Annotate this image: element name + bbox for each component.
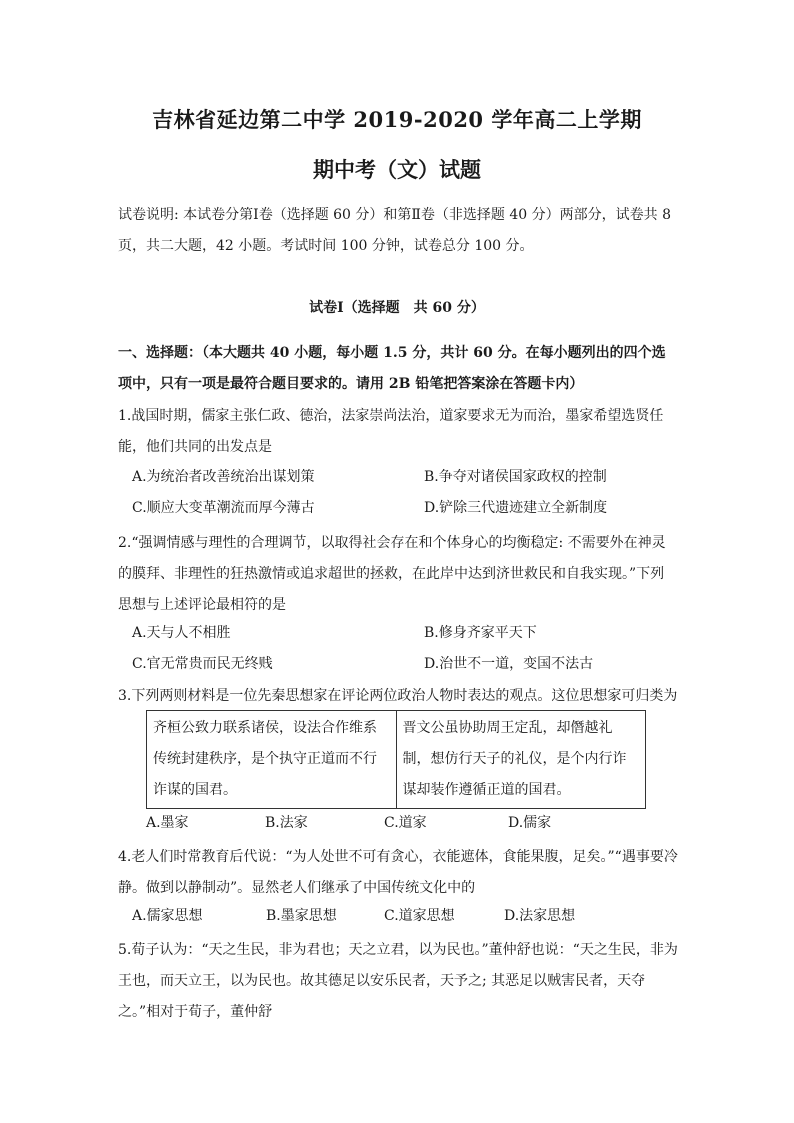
- question-4-options-row: [132, 905, 692, 927]
- question-5-stem: 5.荀子认为：“天之生民，非为君也；天之立君，以为民也。”董仲舒也说：“天之生民，非为王也，而天立王，以为民也。故其德足以安乐民者，天予之; 其恶足以贼害民者，天夺之。”相对于荀子，董仲舒: [118, 942, 678, 1020]
- question-1-stem: 1.战国时期，儒家主张仁政、德治，法家崇尚法治，道家要求无为而治，墨家希望选贤任能，他们共同的出发点是: [118, 408, 664, 455]
- question-1-option-c[interactable]: C.顺应大变革潮流而厚今薄古: [132, 500, 315, 516]
- question-2-stem: 2.“强调情感与理性的合理调节，以取得社会存在和个体身心的均衡稳定: 不需要外在神灵的膜拜、非理性的狂热激情或追求超世的拯救，在此岸中达到济世救民和自我实现。”下列思想与上述评论最相符的是: [118, 535, 666, 613]
- question-3-material-row: [147, 711, 646, 809]
- question-4-option-d[interactable]: D.法家思想: [504, 908, 576, 924]
- question-1-option-a[interactable]: A.为统治者改善统治出谋划策: [132, 469, 315, 485]
- question-2-option-a[interactable]: A.天与人不相胜: [132, 625, 231, 641]
- question-3-options-row: [146, 812, 706, 834]
- exam-instructions: 试卷说明: 本试卷分第Ⅰ卷（选择题 60 分）和第Ⅱ卷（非选择题 40 分）两部分，试卷共 8 页，共二大题，42 小题。考试时间 100 分钟，试卷总分 100 分。: [118, 207, 671, 254]
- question-1-options-row-1: [132, 466, 692, 488]
- question-1-option-d[interactable]: D.铲除三代遗迹建立全新制度: [424, 500, 608, 516]
- question-4-option-c[interactable]: C.道家思想: [384, 908, 455, 924]
- question-1-options-row-2: [132, 497, 692, 519]
- question-3-material-2: 晋文公虽协助周王定乱，却僭越礼制，想仿行天子的礼仪，是个内行诈谋却装作遵循正道的国君。: [396, 711, 646, 809]
- question-4-option-b[interactable]: B.墨家思想: [266, 908, 337, 924]
- question-3-stem: 3.下列两则材料是一位先秦思想家在评论两位政治人物时表达的观点。这位思想家可归类为: [118, 688, 678, 704]
- part-one-instructions: 一、选择题：（本大题共 40 小题，每小题 1.5 分，共计 60 分。在每小题列出的四个选项中，只有一项是最符合题目要求的。请用 2B 铅笔把答案涂在答题卡内）: [118, 345, 666, 392]
- question-4-stem: 4.老人们时常教育后代说：“为人处世不可有贪心，衣能遮体，食能果腹，足矣。”“遇事要冷静。做到以静制动”。显然老人们继承了中国传统文化中的: [118, 849, 678, 896]
- question-2-options-row-1: [132, 622, 692, 644]
- exam-subtitle: 期中考（文）试题: [313, 157, 481, 182]
- question-3-option-c[interactable]: C.道家: [384, 815, 427, 831]
- section-title: 试卷Ⅰ（选择题 共 60 分）: [309, 300, 485, 316]
- question-3-option-d[interactable]: D.儒家: [508, 815, 552, 831]
- question-1-option-b[interactable]: B.争夺对诸侯国家政权的控制: [424, 469, 607, 485]
- question-3-option-b[interactable]: B.法家: [265, 815, 308, 831]
- question-3-material-1: 齐桓公致力联系诸侯，设法合作维系传统封建秩序，是个执守正道而不行诈谋的国君。: [147, 711, 397, 809]
- exam-title: 吉林省延边第二中学 2019-2020 学年高二上学期: [152, 107, 642, 132]
- question-4-option-a[interactable]: A.儒家思想: [132, 908, 203, 924]
- question-3-option-a[interactable]: A.墨家: [146, 815, 189, 831]
- question-2-option-d[interactable]: D.治世不一道，变国不法古: [424, 656, 594, 672]
- question-2-option-c[interactable]: C.官无常贵而民无终贱: [132, 656, 273, 672]
- question-2-options-row-2: [132, 653, 692, 675]
- question-3-material-table: [146, 710, 646, 809]
- question-2-option-b[interactable]: B.修身齐家平天下: [424, 625, 537, 641]
